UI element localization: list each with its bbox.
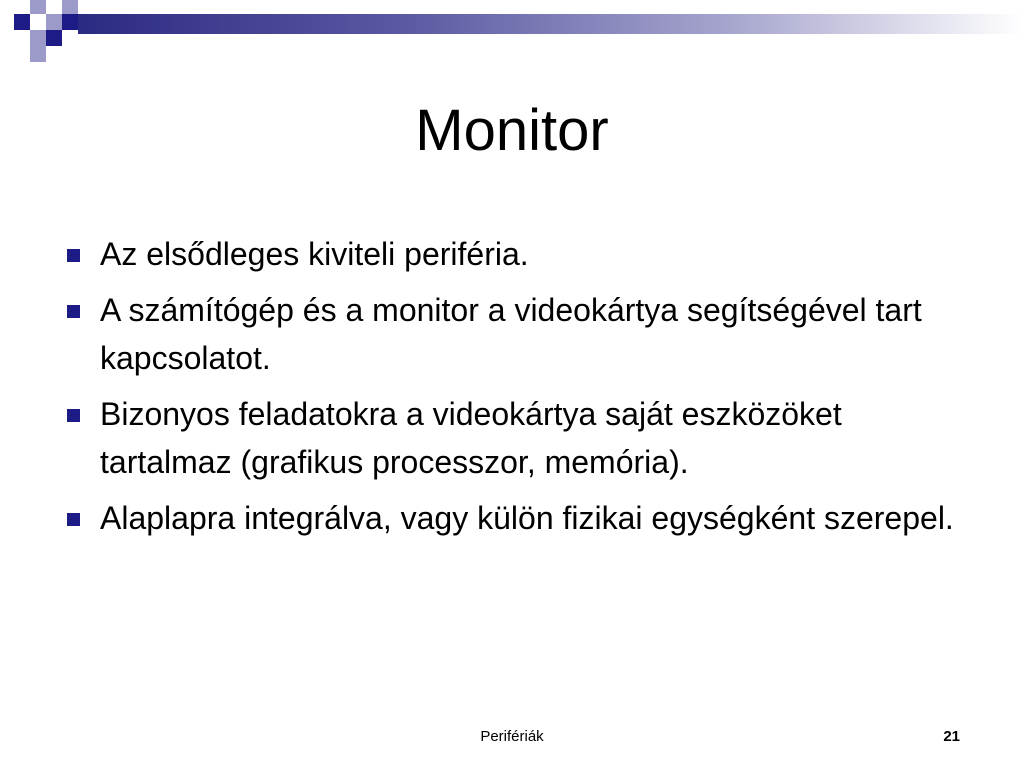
deco-square	[30, 46, 46, 62]
square-bullet-icon	[67, 249, 80, 262]
square-bullet-icon	[67, 305, 80, 318]
bullet-item	[62, 286, 962, 382]
square-bullet-icon	[67, 409, 80, 422]
bullet-text: A számítógép és a monitor a videokártya segítségével tart kapcsolatot.	[100, 292, 922, 376]
slide-footer: Perifériák	[480, 728, 544, 745]
bullet-item	[62, 494, 962, 542]
square-bullet-icon	[67, 513, 80, 526]
bullet-list	[62, 230, 962, 550]
deco-square	[30, 0, 46, 14]
deco-square	[46, 30, 62, 46]
deco-square	[62, 0, 78, 14]
bullet-item	[62, 390, 962, 486]
deco-square	[14, 14, 30, 30]
bullet-text: Bizonyos feladatokra a videokártya saját eszközöket tartalmaz (grafikus processzor, memória).	[100, 396, 842, 480]
deco-square	[46, 14, 62, 30]
deco-square	[30, 30, 46, 46]
bullet-item	[62, 230, 962, 278]
deco-square	[62, 14, 78, 30]
header-gradient-bar	[78, 14, 1024, 34]
header-decoration	[0, 0, 1024, 70]
bullet-text: Az elsődleges kiviteli periféria.	[100, 236, 529, 272]
slide-title: Monitor	[415, 98, 609, 163]
page-number: 21	[943, 728, 960, 745]
bullet-text: Alaplapra integrálva, vagy külön fizikai egységként szerepel.	[100, 500, 954, 536]
